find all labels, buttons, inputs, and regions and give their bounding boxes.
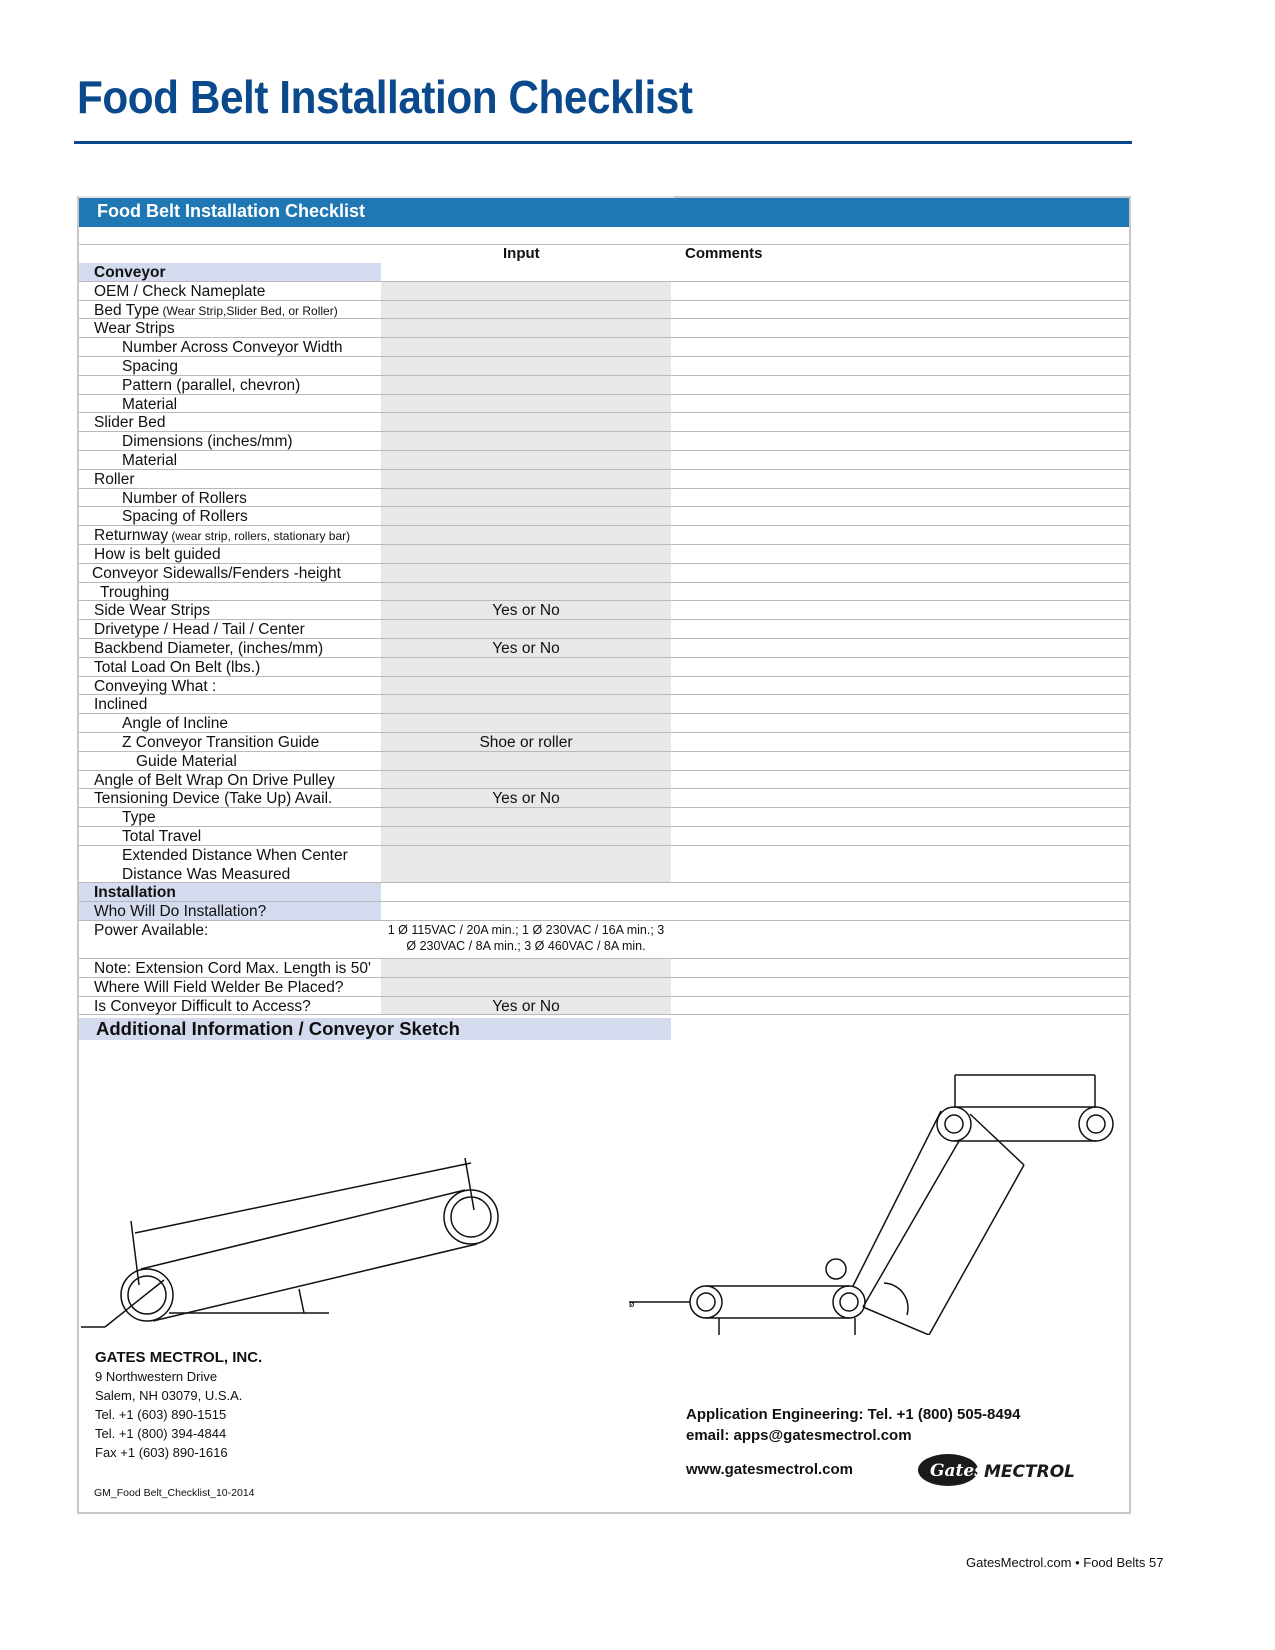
z-conveyor-drawing — [629, 1075, 1113, 1335]
comment-cell[interactable] — [671, 752, 1129, 770]
checklist-row — [79, 714, 1129, 733]
row-label — [94, 301, 338, 321]
checklist-row — [79, 658, 1129, 677]
row-label — [94, 263, 166, 282]
comment-cell[interactable] — [671, 601, 1129, 619]
row-label — [94, 695, 147, 714]
comment-cell[interactable] — [671, 677, 1129, 695]
checklist-row — [79, 978, 1129, 997]
row-label — [94, 620, 305, 639]
row-label — [94, 658, 260, 677]
additional-info-bar — [79, 1018, 671, 1040]
section-row — [79, 263, 1129, 282]
input-cell[interactable]: 1 Ø 115VAC / 20A min.; 1 Ø 230VAC / 16A min.; 3 Ø 230VAC / 8A min.; 3 Ø 460VAC / 8A min. — [381, 921, 671, 958]
input-cell[interactable]: Yes or No — [381, 601, 671, 619]
row-label — [122, 714, 228, 733]
checklist-row — [79, 564, 1129, 583]
application-engineering — [686, 1404, 1020, 1446]
comment-cell[interactable] — [671, 808, 1129, 826]
column-header-comments: Comments — [685, 245, 763, 262]
row-label — [94, 959, 371, 978]
row-label-text: Conveyor Sidewalls/Fenders -height — [92, 564, 341, 582]
application-engineering-phone: Application Engineering: Tel. +1 (800) 505-8494 — [686, 1406, 1021, 1423]
checklist-row — [79, 470, 1129, 489]
comment-cell[interactable] — [671, 733, 1129, 751]
section-row — [79, 883, 1129, 902]
comment-cell[interactable] — [671, 545, 1129, 563]
checklist-row — [79, 451, 1129, 470]
checklist-row — [79, 319, 1129, 338]
input-cell[interactable] — [381, 489, 671, 507]
company-address-2: Salem, NH 03079, U.S.A. — [95, 1388, 243, 1403]
comment-cell[interactable] — [671, 658, 1129, 676]
row-label-text: Where Will Field Welder Be Placed? — [94, 978, 344, 996]
row-label — [94, 902, 266, 921]
row-label — [136, 752, 237, 771]
comment-cell[interactable] — [671, 771, 1129, 789]
row-label-text: Note: Extension Cord Max. Length is 50' — [94, 960, 371, 978]
checklist-row — [79, 752, 1129, 771]
row-label-text: Angle of Incline — [122, 715, 228, 733]
row-label — [122, 507, 248, 526]
conveyor-sketch — [79, 1045, 1129, 1335]
row-label-text: Side Wear Strips — [94, 602, 211, 620]
form-title: Food Belt Installation Checklist — [97, 201, 366, 221]
row-label-text: Power Available: — [94, 922, 209, 939]
input-cell[interactable] — [381, 808, 671, 826]
svg-text:ø: ø — [629, 1300, 635, 1310]
row-label — [122, 376, 300, 395]
row-label-text: Inclined — [94, 696, 148, 714]
row-label — [94, 470, 134, 489]
checklist-row — [79, 301, 1129, 320]
input-cell[interactable] — [381, 451, 671, 469]
checklist-row — [79, 338, 1129, 357]
checklist-row — [79, 489, 1129, 508]
row-label — [94, 883, 176, 902]
input-cell[interactable] — [381, 413, 671, 431]
row-label-text: Dimensions (inches/mm) — [122, 433, 293, 451]
checklist-row — [79, 959, 1129, 978]
company-fax: Fax +1 (603) 890-1616 — [95, 1445, 228, 1460]
checklist-row — [79, 413, 1129, 432]
input-cell[interactable] — [381, 357, 671, 375]
comment-cell[interactable] — [671, 564, 1129, 582]
checklist-row — [79, 357, 1129, 376]
input-cell[interactable] — [381, 677, 671, 695]
comment-cell[interactable] — [671, 827, 1129, 845]
input-cell[interactable] — [381, 301, 671, 319]
comment-cell[interactable] — [671, 959, 1129, 977]
checklist-row — [79, 583, 1129, 602]
row-label-text: Bed Type — [94, 301, 160, 319]
row-label-text: Installation — [94, 884, 176, 902]
input-cell[interactable] — [381, 507, 671, 525]
row-label-text: How is belt guided — [94, 546, 221, 563]
checklist-row — [79, 395, 1129, 414]
company-info — [95, 1348, 262, 1462]
input-cell[interactable]: Shoe or roller — [381, 733, 671, 751]
row-label — [94, 771, 335, 790]
form-header — [79, 198, 1129, 227]
input-cell[interactable] — [381, 395, 671, 413]
input-cell[interactable]: Yes or No — [381, 997, 671, 1015]
input-cell[interactable] — [381, 902, 671, 920]
row-label-text: Conveying What : — [94, 677, 217, 695]
checklist-row — [79, 620, 1129, 639]
comment-cell[interactable] — [671, 583, 1129, 601]
input-cell[interactable]: Yes or No — [381, 789, 671, 807]
row-label — [100, 583, 169, 602]
row-label-text: Slider Bed — [94, 414, 166, 432]
input-cell[interactable] — [381, 432, 671, 450]
comment-cell[interactable] — [671, 338, 1129, 356]
input-cell[interactable] — [381, 771, 671, 789]
checklist-row — [79, 733, 1129, 752]
input-cell[interactable] — [381, 827, 671, 845]
row-label-text: Spacing — [122, 358, 179, 375]
row-label — [94, 639, 323, 658]
input-cell[interactable] — [381, 620, 671, 638]
row-label — [122, 827, 201, 846]
svg-text:MECTROL: MECTROL — [984, 1462, 1075, 1482]
row-label — [122, 395, 177, 414]
checklist-row — [79, 997, 1129, 1016]
checklist-row — [79, 808, 1129, 827]
input-cell[interactable] — [381, 658, 671, 676]
input-cell[interactable] — [381, 526, 671, 544]
row-label-text: Who Will Do Installation? — [94, 903, 267, 921]
row-label-text: Total Travel — [122, 828, 202, 845]
row-label — [94, 789, 332, 808]
row-label-text: Pattern (parallel, chevron) — [122, 376, 301, 394]
column-header-input: Input — [503, 245, 540, 262]
comment-cell[interactable] — [671, 301, 1129, 319]
row-label-text: Spacing of Rollers — [122, 508, 248, 526]
comment-cell[interactable] — [671, 714, 1129, 732]
input-cell[interactable] — [381, 714, 671, 732]
input-cell[interactable] — [381, 282, 671, 300]
comment-cell[interactable] — [671, 451, 1129, 469]
input-cell[interactable] — [381, 319, 671, 337]
row-label-text: Guide Material — [136, 752, 237, 770]
row-label-text: Returnway — [94, 527, 169, 545]
row-label — [122, 733, 319, 752]
row-label — [94, 997, 311, 1016]
row-label-note: (wear strip, rollers, stationary bar) — [168, 529, 351, 544]
row-label-text: Material — [122, 395, 178, 413]
row-label-text: Z Conveyor Transition Guide — [122, 734, 320, 751]
website-link[interactable]: www.gatesmectrol.com — [686, 1461, 853, 1478]
row-label — [94, 282, 265, 301]
row-label-text: Troughing — [100, 583, 170, 601]
row-label-text: Number of Rollers — [122, 489, 247, 507]
checklist-row — [79, 827, 1129, 846]
row-label-text: OEM / Check Nameplate — [94, 282, 266, 300]
gates-mectrol-logo — [918, 1452, 1108, 1488]
row-label-text: Type — [122, 809, 156, 827]
blank-row — [79, 230, 1129, 245]
checklist-row — [79, 846, 1129, 884]
row-label — [94, 319, 175, 338]
row-label — [94, 921, 208, 940]
checklist-row — [79, 282, 1129, 301]
row-label — [122, 338, 343, 357]
row-label — [122, 846, 372, 884]
row-label — [122, 357, 178, 376]
comment-cell[interactable] — [671, 357, 1129, 375]
checklist-row — [79, 601, 1129, 620]
comment-cell[interactable] — [671, 395, 1129, 413]
page-footer: GatesMectrol.com • Food Belts 57 — [966, 1555, 1164, 1570]
row-label-text: Angle of Belt Wrap On Drive Pulley — [94, 771, 335, 789]
row-label-text: Wear Strips — [94, 320, 175, 338]
company-address-1: 9 Northwestern Drive — [95, 1369, 218, 1384]
row-label — [94, 601, 210, 620]
row-label-text: Tensioning Device (Take Up) Avail. — [94, 790, 333, 808]
row-label-text: Total Load On Belt (lbs.) — [94, 658, 261, 676]
row-label-text: Drivetype / Head / Tail / Center — [94, 621, 305, 639]
row-label-text: Roller — [94, 470, 135, 488]
row-label-note: (Wear Strip,Slider Bed, or Roller) — [159, 303, 338, 318]
svg-text:Gates: Gates — [930, 1461, 984, 1481]
comment-cell[interactable] — [671, 432, 1129, 450]
comment-cell[interactable] — [671, 526, 1129, 544]
input-cell[interactable] — [381, 470, 671, 488]
input-cell[interactable]: Yes or No — [381, 639, 671, 657]
row-label — [94, 413, 166, 432]
checklist-row — [79, 507, 1129, 526]
comment-cell[interactable] — [671, 376, 1129, 394]
comment-cell[interactable] — [671, 413, 1129, 431]
row-label-text: Is Conveyor Difficult to Access? — [94, 997, 311, 1015]
comment-cell[interactable] — [671, 902, 1129, 920]
row-label-text: Number Across Conveyor Width — [122, 339, 343, 357]
comment-cell[interactable] — [671, 470, 1129, 488]
row-label — [94, 677, 216, 696]
input-cell[interactable] — [381, 564, 671, 582]
comment-cell[interactable] — [671, 978, 1129, 996]
row-label — [122, 451, 177, 470]
checklist-row — [79, 771, 1129, 790]
checklist-row — [79, 376, 1129, 395]
checklist-row — [79, 921, 1129, 959]
checklist-row — [79, 545, 1129, 564]
row-label — [122, 489, 247, 508]
input-cell[interactable] — [381, 376, 671, 394]
company-tel-2: Tel. +1 (800) 394-4844 — [95, 1426, 227, 1441]
row-label — [94, 978, 344, 997]
row-label-text: Material — [122, 452, 178, 469]
application-engineering-email: email: apps@gatesmectrol.com — [686, 1427, 912, 1444]
row-label — [94, 526, 350, 546]
input-cell[interactable] — [381, 583, 671, 601]
input-cell[interactable] — [381, 338, 671, 356]
input-cell[interactable] — [381, 695, 671, 713]
company-tel-1: Tel. +1 (603) 890-1515 — [95, 1407, 227, 1422]
comment-cell[interactable] — [671, 789, 1129, 807]
checklist-row — [79, 526, 1129, 545]
input-cell[interactable] — [381, 959, 671, 977]
input-cell[interactable] — [381, 752, 671, 770]
document-id: GM_Food Belt_Checklist_10-2014 — [94, 1487, 255, 1499]
comment-cell[interactable] — [671, 489, 1129, 507]
checklist-row — [79, 639, 1129, 658]
checklist-row — [79, 677, 1129, 696]
page-title: Food Belt Installation Checklist — [77, 71, 693, 123]
row-label — [122, 432, 293, 451]
comment-cell[interactable] — [671, 997, 1129, 1015]
comment-cell[interactable] — [671, 319, 1129, 337]
row-label — [94, 545, 221, 564]
additional-info-title: Additional Information / Conveyor Sketch — [96, 1018, 460, 1039]
input-cell[interactable] — [381, 545, 671, 563]
comment-cell[interactable] — [671, 507, 1129, 525]
row-label — [122, 808, 156, 827]
row-label-text: Backbend Diameter, (inches/mm) — [94, 640, 324, 657]
input-cell[interactable] — [381, 978, 671, 996]
comment-cell[interactable] — [671, 282, 1129, 300]
title-rule — [74, 141, 1132, 144]
comment-cell[interactable] — [671, 639, 1129, 657]
row-label — [92, 564, 341, 583]
checklist-row — [79, 789, 1129, 808]
inclined-conveyor-drawing — [81, 1158, 498, 1327]
company-name: GATES MECTROL, INC. — [95, 1349, 263, 1366]
checklist-row — [79, 432, 1129, 451]
comment-cell[interactable] — [671, 695, 1129, 713]
comment-cell[interactable] — [671, 846, 1129, 883]
checklist-row — [79, 695, 1129, 714]
row-label-text: Extended Distance When Center Distance Was Measured — [122, 846, 348, 883]
comment-cell[interactable] — [671, 921, 1129, 958]
comment-cell[interactable] — [671, 620, 1129, 638]
checklist-row — [79, 902, 1129, 921]
input-cell[interactable] — [381, 846, 671, 883]
row-label-text: Conveyor — [94, 264, 166, 281]
